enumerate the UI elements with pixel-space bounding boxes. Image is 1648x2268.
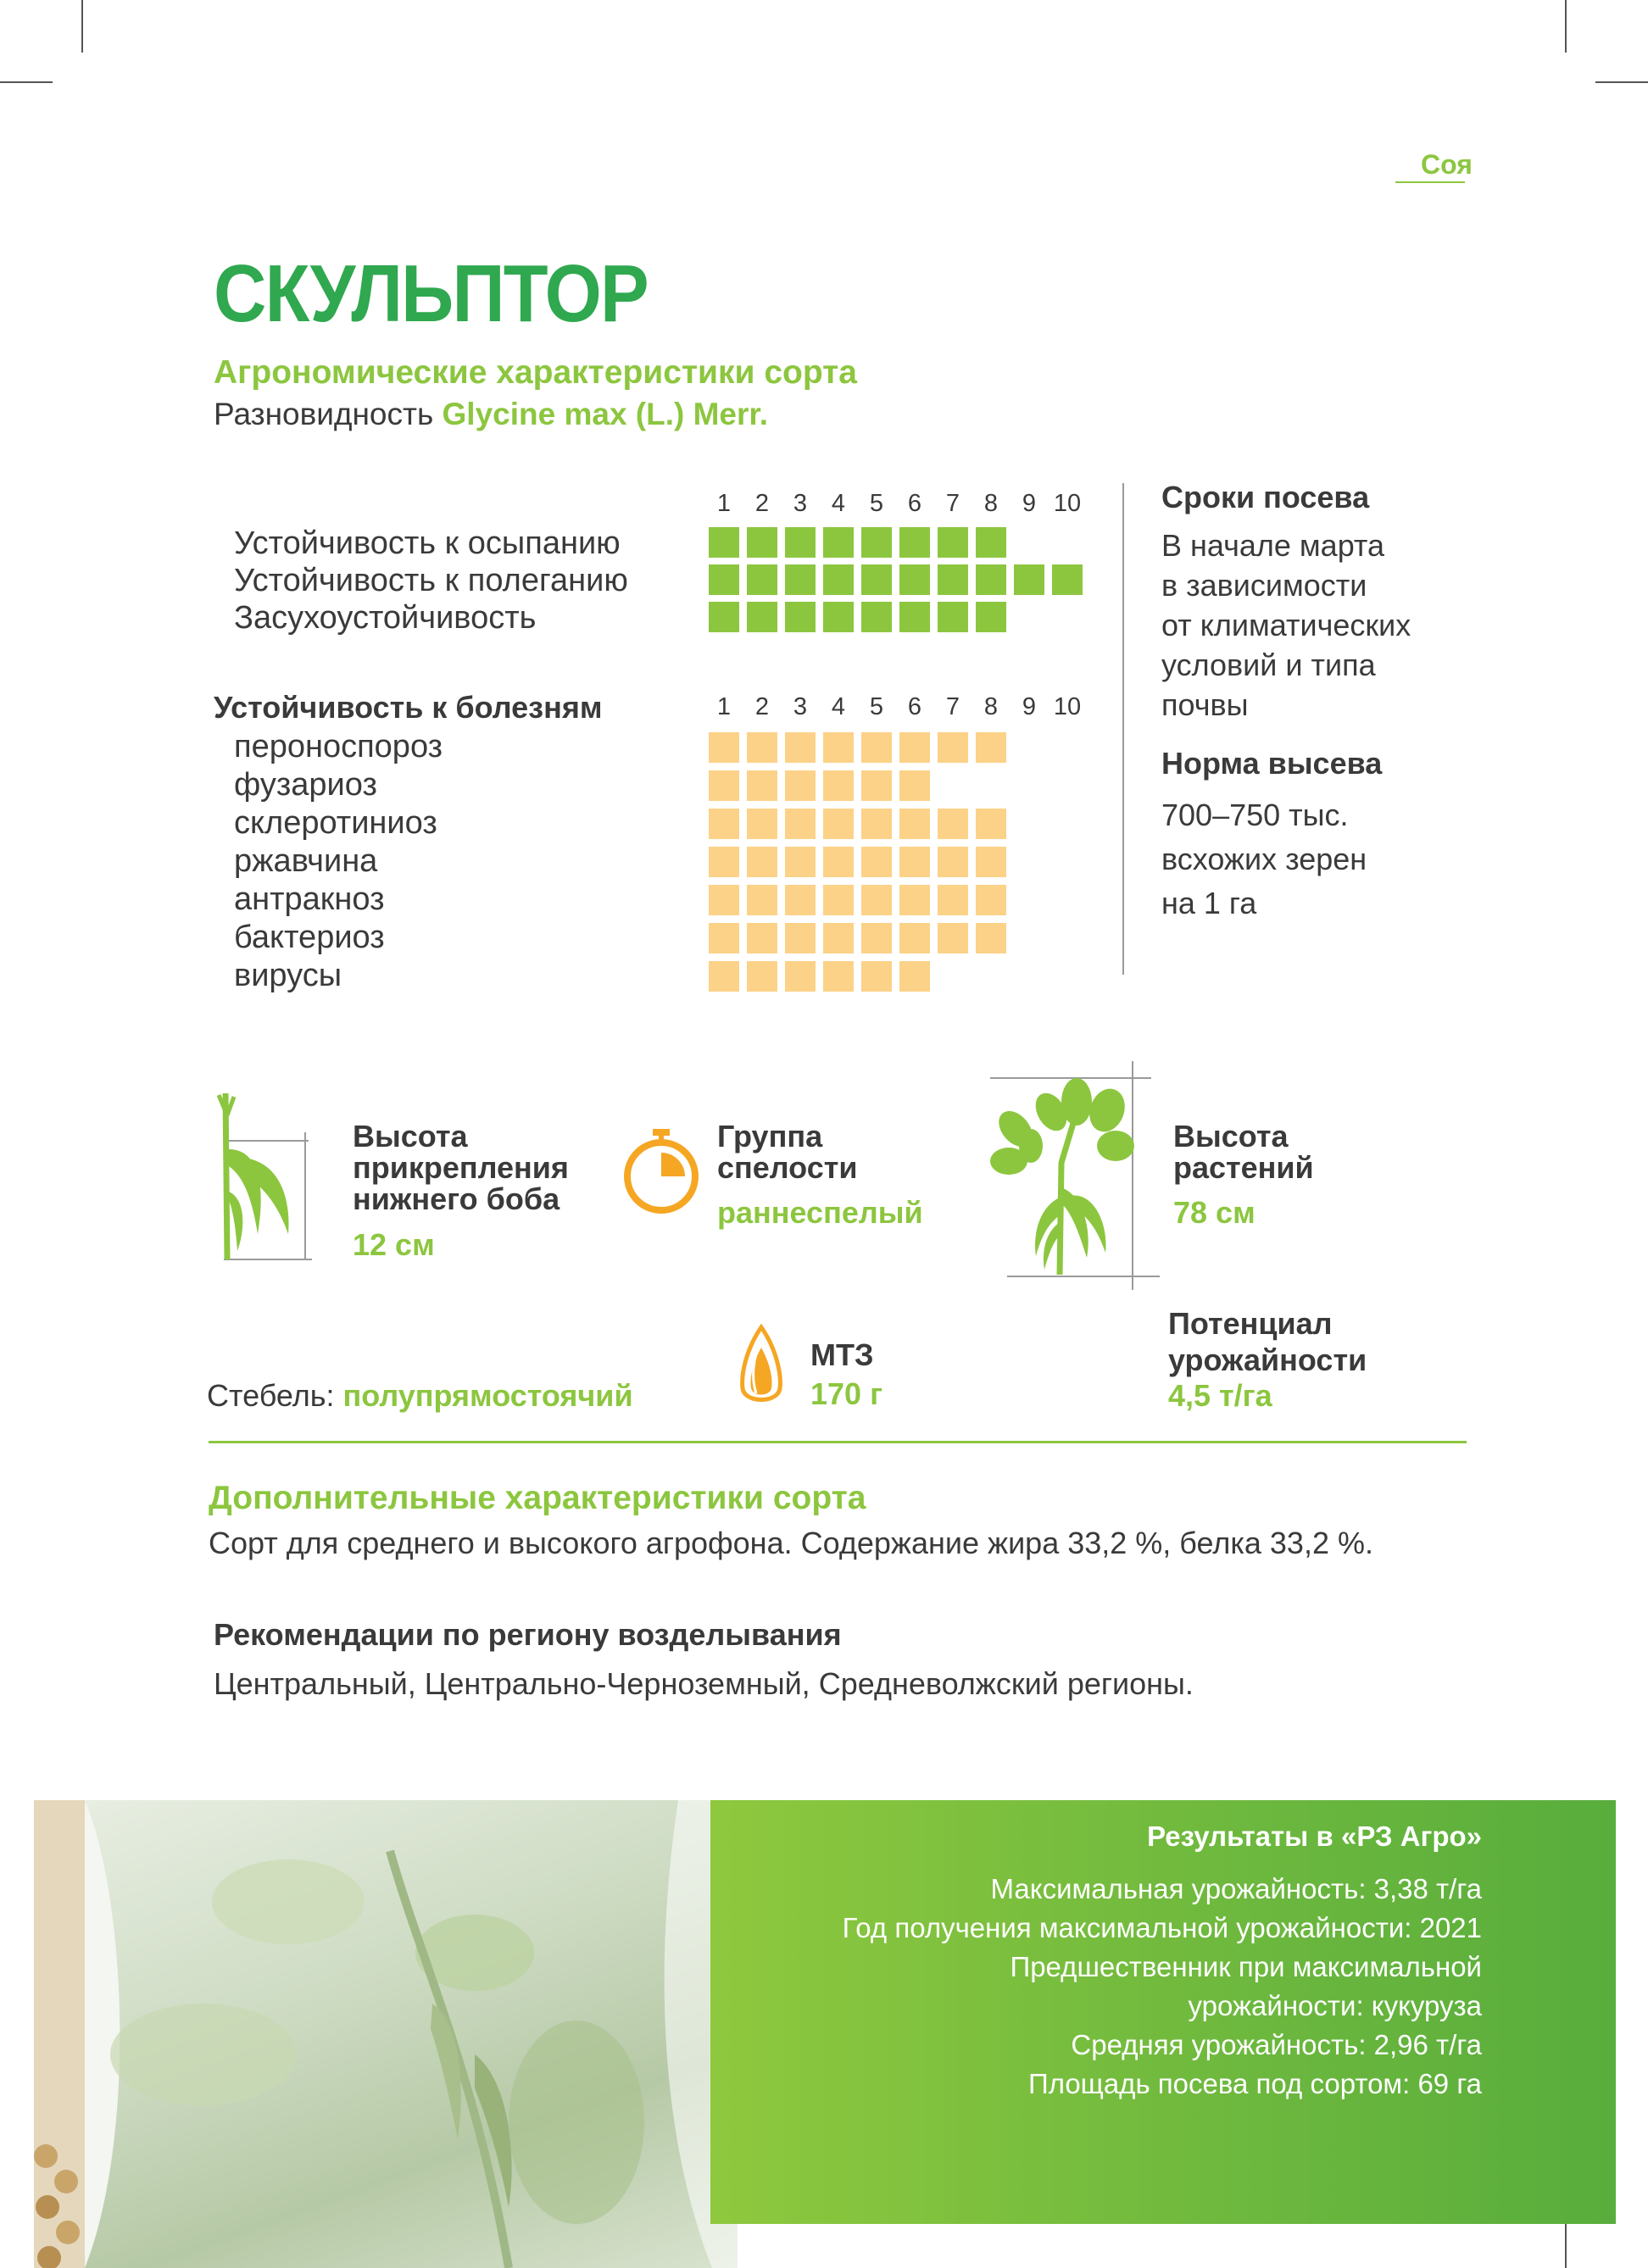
scale-numbers-top <box>705 490 1095 520</box>
score-square <box>709 961 739 992</box>
crop-mark <box>1565 0 1567 53</box>
score-square <box>938 732 968 763</box>
score-square <box>938 564 968 595</box>
regions-text: Центральный, Центрально-Черноземный, Средневолжский регионы. <box>214 1666 1194 1701</box>
score-square <box>976 809 1006 839</box>
disease-heading: Устойчивость к болезням <box>214 690 603 725</box>
yield-potential-label-line: урожайности <box>1168 1342 1367 1377</box>
score-square <box>709 847 739 877</box>
scale-number: 10 <box>1053 693 1082 720</box>
pod-height-label-line: нижнего боба <box>353 1181 560 1216</box>
results-line: Средняя урожайность: 2,96 т/га <box>1071 2029 1482 2060</box>
score-square <box>938 809 968 839</box>
results-panel <box>710 1800 1616 2224</box>
score-square <box>823 602 854 632</box>
trait-label-shattering: Устойчивость к осыпанию <box>234 525 621 561</box>
plant-height-value: 78 см <box>1173 1195 1255 1230</box>
score-square <box>976 527 1006 558</box>
trait-label-lodging: Устойчивость к полеганию <box>234 563 628 598</box>
pod-height-value: 12 см <box>353 1227 435 1262</box>
pod-height-icon <box>207 1090 317 1265</box>
score-square <box>785 564 816 595</box>
scale-number: 10 <box>1053 490 1082 517</box>
disease-label: пероноспороз <box>234 729 443 764</box>
pod-height-label-line: Высота <box>353 1119 468 1153</box>
soy-photo-illustration <box>34 1800 738 2268</box>
score-square <box>1052 564 1083 595</box>
score-square <box>785 847 816 877</box>
scale-number: 3 <box>793 490 808 517</box>
score-square <box>709 564 739 595</box>
score-square <box>976 847 1006 877</box>
additional-text: Сорт для среднего и высокого агрофона. Содержание жира 33,2 %, белка 33,2 %. <box>209 1526 1373 1560</box>
results-lines <box>843 1870 1482 2104</box>
results-line: Год получения максимальной урожайности: 2021 <box>842 1912 1482 1943</box>
mtz-value: 170 г <box>810 1376 883 1411</box>
page-title: СКУЛЬПТОР <box>214 248 648 339</box>
disease-label: бактериоз <box>234 920 385 955</box>
sowing-line: В начале марта <box>1161 528 1385 563</box>
score-square <box>861 885 892 915</box>
yield-potential-label-line: Потенциал <box>1168 1306 1333 1341</box>
plant-height-label-line: Высота <box>1173 1119 1289 1153</box>
soy-photo <box>34 1800 738 2268</box>
score-square <box>709 527 739 558</box>
score-square <box>899 770 930 801</box>
results-line: урожайности: кукуруза <box>1188 1990 1482 2021</box>
score-square <box>747 564 777 595</box>
score-square <box>938 923 968 953</box>
yield-potential-value: 4,5 т/га <box>1168 1378 1272 1413</box>
disease-label: вирусы <box>234 958 342 993</box>
crop-mark <box>81 0 83 53</box>
seeding-line: на 1 га <box>1161 886 1257 920</box>
score-square <box>747 732 777 763</box>
score-square <box>709 732 739 763</box>
score-square <box>976 602 1006 632</box>
scale-number: 6 <box>907 490 922 517</box>
score-square <box>899 847 930 877</box>
disease-label: антракноз <box>234 881 385 917</box>
score-square <box>823 847 854 877</box>
score-square <box>938 885 968 915</box>
score-square <box>747 847 777 877</box>
score-square <box>899 809 930 839</box>
score-square <box>899 923 930 953</box>
score-square <box>747 923 777 953</box>
score-square <box>747 961 777 992</box>
ripeness-label <box>717 1120 857 1183</box>
scale-number: 4 <box>831 490 846 517</box>
score-square <box>709 809 739 839</box>
disease-label: фузариоз <box>234 767 377 803</box>
results-line: Максимальная урожайность: 3,38 т/га <box>990 1873 1482 1904</box>
sowing-line: в зависимости <box>1161 568 1367 603</box>
yield-potential-label <box>1168 1305 1367 1378</box>
seeding-line: всхожих зерен <box>1161 842 1367 876</box>
scale-number: 2 <box>754 490 770 517</box>
results-line: Площадь посева под сортом: 69 га <box>1027 2068 1482 2099</box>
score-square <box>785 770 816 801</box>
mtz-label: МТЗ <box>810 1337 874 1372</box>
score-square <box>709 923 739 953</box>
section-divider <box>209 1441 1467 1443</box>
seed-icon <box>738 1324 785 1410</box>
score-square <box>747 527 777 558</box>
score-square <box>785 961 816 992</box>
results-heading: Результаты в «РЗ Агро» <box>1147 1821 1482 1852</box>
ripeness-label-line: Группа <box>717 1119 823 1153</box>
results-line: Предшественник при максимальной <box>1010 1951 1482 1982</box>
category-label: Соя <box>1421 149 1473 180</box>
score-square <box>785 923 816 953</box>
soy-plant-icon <box>982 1061 1160 1292</box>
pod-height-label <box>353 1120 569 1215</box>
scale-number: 2 <box>754 693 770 720</box>
stem-value: полупрямостоячий <box>342 1378 633 1413</box>
score-square <box>823 527 854 558</box>
score-square <box>785 602 816 632</box>
stem-line <box>207 1378 633 1414</box>
score-square <box>861 923 892 953</box>
score-square <box>823 564 854 595</box>
sowing-text <box>1161 525 1411 725</box>
score-square <box>938 602 968 632</box>
sowing-line: условий и типа <box>1161 648 1376 682</box>
score-square <box>899 961 930 992</box>
scale-number: 5 <box>869 693 884 720</box>
score-square <box>861 527 892 558</box>
seeding-text <box>1161 793 1367 926</box>
trait-label-drought: Засухоустойчивость <box>234 600 537 636</box>
score-square <box>976 885 1006 915</box>
sowing-line: почвы <box>1161 687 1249 722</box>
score-square <box>899 564 930 595</box>
score-square <box>747 809 777 839</box>
score-square <box>861 732 892 763</box>
score-square <box>938 847 968 877</box>
score-square <box>1014 564 1044 595</box>
scale-number: 9 <box>1022 693 1037 720</box>
scale-number: 8 <box>983 490 999 517</box>
score-square <box>823 770 854 801</box>
scale-number: 9 <box>1022 490 1037 517</box>
scale-number: 1 <box>716 693 732 720</box>
plant-height-label <box>1173 1120 1314 1183</box>
score-square <box>861 809 892 839</box>
score-square <box>785 732 816 763</box>
ripeness-label-line: спелости <box>717 1150 858 1185</box>
pod-height-label-line: прикрепления <box>353 1150 569 1185</box>
score-square <box>861 847 892 877</box>
score-square <box>747 885 777 915</box>
scale-number: 5 <box>869 490 884 517</box>
score-square <box>823 885 854 915</box>
sowing-heading: Сроки посева <box>1161 480 1370 514</box>
variety-label: Разновидность <box>214 397 443 431</box>
disease-label: ржавчина <box>234 843 378 879</box>
score-square <box>785 527 816 558</box>
disease-label: склеротиниоз <box>234 805 437 841</box>
score-square <box>785 809 816 839</box>
scale-number: 4 <box>831 693 846 720</box>
subtitle: Агрономические характеристики сорта <box>214 354 857 391</box>
score-square <box>823 809 854 839</box>
stem-label: Стебель: <box>207 1378 343 1413</box>
stopwatch-icon <box>621 1127 702 1215</box>
scale-number: 7 <box>945 490 960 517</box>
seeding-line: 700–750 тыс. <box>1161 798 1349 832</box>
seeding-heading: Норма высева <box>1161 746 1383 781</box>
ripeness-value: раннеспелый <box>717 1195 923 1230</box>
score-square <box>861 564 892 595</box>
score-square <box>899 602 930 632</box>
regions-heading: Рекомендации по региону возделывания <box>214 1617 842 1652</box>
crop-mark <box>1595 81 1648 83</box>
score-square <box>899 732 930 763</box>
scale-number: 6 <box>907 693 922 720</box>
score-square <box>861 602 892 632</box>
score-square <box>938 527 968 558</box>
score-square <box>709 770 739 801</box>
score-square <box>747 770 777 801</box>
score-square <box>899 885 930 915</box>
score-square <box>823 961 854 992</box>
scale-number: 1 <box>716 490 732 517</box>
vertical-divider <box>1122 483 1124 975</box>
score-square <box>823 732 854 763</box>
score-square <box>709 602 739 632</box>
score-square <box>709 885 739 915</box>
score-square <box>976 732 1006 763</box>
plant-height-label-line: растений <box>1173 1150 1314 1185</box>
category-underline <box>1395 181 1465 183</box>
score-square <box>861 770 892 801</box>
scale-number: 8 <box>983 693 999 720</box>
score-square <box>976 923 1006 953</box>
score-square <box>785 885 816 915</box>
variety-line <box>214 397 768 432</box>
scale-number: 7 <box>945 693 960 720</box>
sowing-line: от климатических <box>1161 608 1411 642</box>
score-square <box>899 527 930 558</box>
crop-mark <box>0 81 53 83</box>
score-square <box>976 564 1006 595</box>
scale-numbers-disease <box>705 693 1095 724</box>
score-square <box>823 923 854 953</box>
scale-number: 3 <box>793 693 808 720</box>
additional-heading: Дополнительные характеристики сорта <box>209 1480 866 1516</box>
score-square <box>747 602 777 632</box>
variety-value: Glycine max (L.) Merr. <box>442 397 769 431</box>
score-square <box>861 961 892 992</box>
